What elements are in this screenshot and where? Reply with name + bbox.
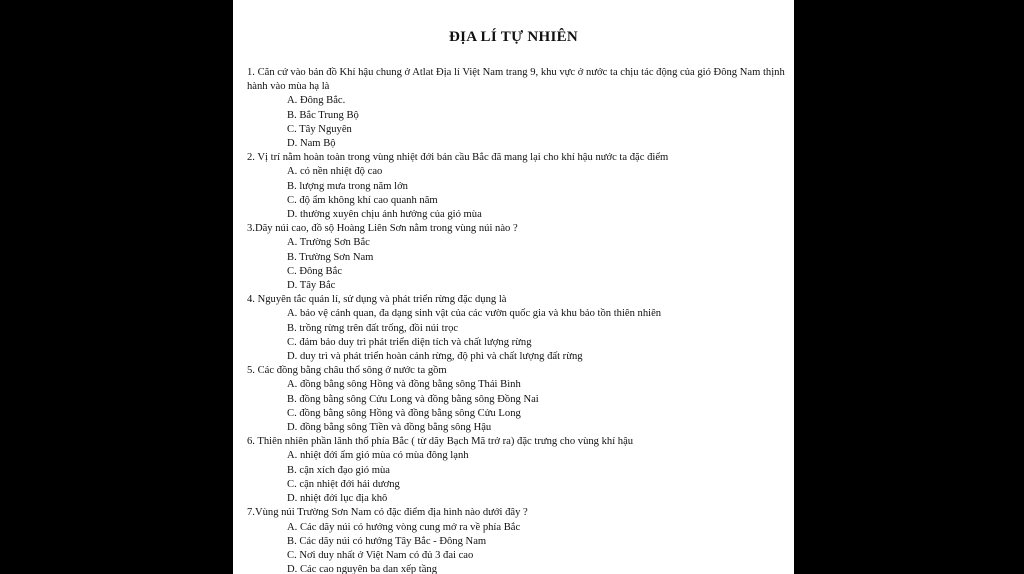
question-text: 4. Nguyên tắc quản lí, sử dụng và phát triển rừng đặc dụng là	[247, 294, 507, 306]
question-text: 7.Vùng núi Trường Sơn Nam có đặc điểm địa hình nào dưới đây ?	[247, 507, 528, 519]
answer-option: D. nhiệt đới lục địa khô	[287, 493, 388, 505]
answer-option: A. có nền nhiệt độ cao	[287, 166, 383, 178]
answer-option: A. Các dãy núi có hướng vòng cung mở ra về phía Bắc	[287, 521, 521, 533]
question-list	[247, 66, 792, 574]
answer-option: C. đảm bảo duy trì phát triển diện tích và chất lượng rừng	[287, 336, 532, 348]
document-page	[233, 0, 794, 574]
answer-option: B. lượng mưa trong năm lớn	[287, 180, 408, 192]
question-text: 2. Vị trí nằm hoàn toàn trong vùng nhiệt đới bán cầu Bắc đã mang lại cho khí hậu nước ta đặc điểm	[247, 152, 669, 164]
answer-option: B. Bắc Trung Bộ	[287, 109, 359, 121]
answer-option: C. Đông Bắc	[287, 265, 343, 277]
question-1	[247, 66, 792, 151]
answer-option: A. bảo vệ cảnh quan, đa dạng sinh vật của các vườn quốc gia và khu bảo tồn thiên nhiên	[287, 308, 662, 320]
answer-option: C. cận nhiệt đới hải dương	[287, 478, 400, 490]
answer-option: B. trồng rừng trên đất trống, đồi núi trọc	[287, 322, 459, 334]
question-4	[247, 293, 792, 364]
answer-option: C. Nơi duy nhất ở Việt Nam có đủ 3 đai cao	[287, 549, 474, 561]
question-text: 1. Căn cứ vào bản đồ Khí hậu chung ở Atlat Địa lí Việt Nam trang 9, khu vực ở nước ta chịu tác động của gió Đông Nam thịnh hành vào mùa hạ là	[247, 67, 785, 93]
question-5	[247, 364, 792, 435]
question-text: 3.Dãy núi cao, đồ sộ Hoàng Liên Sơn nằm trong vùng núi nào ?	[247, 223, 518, 235]
question-text: 6. Thiên nhiên phần lãnh thổ phía Bắc ( từ dãy Bạch Mã trở ra) đặc trưng cho vùng khí hậu	[247, 436, 634, 448]
question-2	[247, 151, 792, 222]
page-title: ĐỊA LÍ TỰ NHIÊN	[448, 29, 579, 45]
answer-option: C. đồng bằng sông Hồng và đồng bằng sông Cửu Long	[287, 407, 521, 419]
answer-option: D. Nam Bộ	[287, 138, 336, 150]
answer-option: A. Trường Sơn Bắc	[287, 237, 370, 249]
question-7	[247, 506, 792, 574]
answer-option: D. đồng bằng sông Tiền và đồng bằng sông Hậu	[287, 422, 492, 434]
answer-option: A. đồng bằng sông Hồng và đồng bằng sông Thái Bình	[287, 379, 521, 391]
answer-option: C. độ ẩm không khí cao quanh năm	[287, 194, 438, 206]
answer-option: D. Các cao nguyên ba dan xếp tầng	[287, 564, 438, 574]
question-3	[247, 222, 792, 293]
answer-option: D. duy trì và phát triển hoàn cảnh rừng, độ phì và chất lượng đất rừng	[287, 351, 583, 363]
answer-option: B. Trường Sơn Nam	[287, 251, 374, 263]
answer-option: C. Tây Nguyên	[287, 123, 352, 135]
answer-option: A. nhiệt đới ẩm gió mùa có mùa đông lạnh	[287, 450, 469, 462]
answer-option: B. đồng bằng sông Cửu Long và đồng bằng sông Đồng Nai	[287, 393, 539, 405]
answer-option: B. cận xích đạo gió mùa	[287, 464, 390, 476]
answer-option: D. thường xuyên chịu ảnh hưởng của gió mùa	[287, 209, 482, 221]
question-6	[247, 435, 792, 506]
question-text: 5. Các đồng bằng châu thổ sông ở nước ta gồm	[247, 365, 447, 377]
answer-option: A. Đông Bắc.	[287, 95, 346, 107]
answer-option: D. Tây Bắc	[287, 280, 336, 292]
answer-option: B. Các dãy núi có hướng Tây Bắc - Đông Nam	[287, 535, 487, 547]
